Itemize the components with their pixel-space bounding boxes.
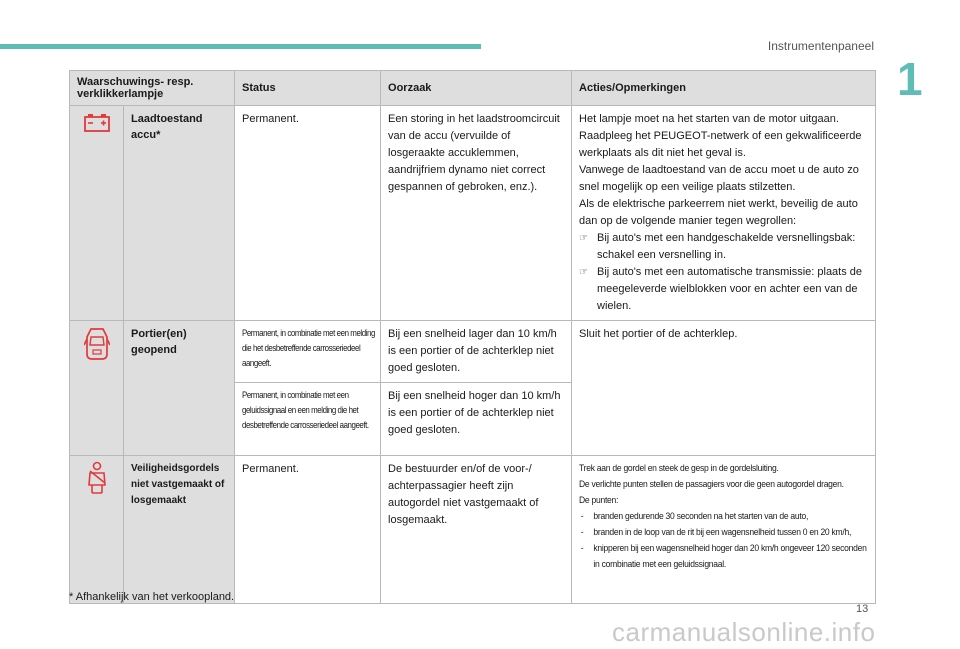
status-cell [235,383,381,456]
table-row [70,321,876,383]
action-paragraph: Vanwege de laadtoestand van de accu moet u de auto zo snel mogelijk op een veilige plaats stilzetten. [579,164,859,193]
status-text: Permanent. [235,456,381,604]
col-header-cause: Oorzaak [381,71,572,106]
cause-text: De bestuurder en/of de voor-/ achterpassagier heeft zijn autogordel niet vastgemaakt of losgemaakt. [381,456,572,604]
actions-content [579,461,867,573]
light-name: Laadtoestand accu* [124,106,235,321]
list-item: - knipperen bij een wagensnelheid hoger dan 20 km/h ongeveer 120 seconden in combinatie met een geluidssignaal. [579,541,867,573]
warning-lights-table [69,70,876,604]
list-item: - branden gedurende 30 seconden na het starten van de auto, [579,509,867,525]
action-text: Sluit het portier of de achterklep. [572,321,876,456]
footnote: * Afhankelijk van het verkoopland. [69,591,235,603]
page-number: 13 [856,603,869,615]
table-header-row [70,71,876,106]
cause-text: Bij een snelheid hoger dan 10 km/h is een portier of de achterklep niet goed gesloten. [381,383,572,456]
table-row [70,106,876,321]
action-paragraph: Trek aan de gordel en steek de gesp in de gordelsluiting. [579,463,779,474]
col-header-actions: Acties/Opmerkingen [572,71,876,106]
actions-cell [572,456,876,604]
section-title: Instrumentenpaneel [767,39,874,53]
icon-cell [70,456,124,604]
cause-text: Bij een snelheid lager dan 10 km/h is een portier of de achterklep niet goed gesloten. [381,321,572,383]
status-cell [235,321,381,383]
status-text: Permanent, in combinatie met een geluidssignaal en een melding die het desbetreffende carrosseriedeel aangeeft. [242,390,369,430]
door-open-icon [84,349,110,366]
list-item: - branden in de loop van de rit bij een wagensnelheid tussen 0 en 20 km/h, [579,525,867,541]
action-list [579,230,868,315]
light-name: Portier(en) geopend [124,321,235,456]
action-list [579,509,867,573]
action-paragraph: Het lampje moet na het starten van de motor uitgaan. [579,113,839,125]
action-paragraph: De punten: [579,495,619,506]
actions-cell [572,106,876,321]
cause-text: Een storing in het laadstroomcircuit van de accu (vervuilde of losgeraakte accuklemmen, aandrijfriem dynamo niet correct gespannen of gebroken, enz.). [381,106,572,321]
watermark-text: carmanualsonline.info [612,617,876,647]
icon-cell [70,106,124,321]
col-header-status: Status [235,71,381,106]
seatbelt-icon [85,482,109,499]
battery-warning-icon [82,120,112,137]
status-text: Permanent, in combinatie met een melding die het desbetreffende carrosseriedeel aangeeft. [242,328,375,368]
action-paragraph: Als de elektrische parkeerrem niet werkt, beveilig de auto dan op de volgende manier tegen wegrollen: [579,198,858,227]
chapter-number: 1 [897,53,923,105]
light-name: Veiligheidsgordels niet vastgemaakt of losgemaakt [124,456,235,604]
action-paragraph: Raadpleeg het PEUGEOT-netwerk of een gekwalificeerde werkplaats als dit niet het geval is. [579,130,862,159]
action-paragraph: De verlichte punten stellen de passagiers voor die geen autogordel dragen. [579,479,844,490]
header-accent-bar [0,44,481,49]
status-text: Permanent. [235,106,381,321]
icon-cell [70,321,124,456]
list-item: ☞ Bij auto's met een automatische transmissie: plaats de meegeleverde wielblokken voor en achter een van de wielen. [579,264,868,315]
table-row [70,456,876,604]
col-header-light: Waarschuwings- resp. verklikkerlampje [70,71,235,106]
list-item: ☞ Bij auto's met een handgeschakelde versnellingsbak: schakel een versnelling in. [579,230,868,264]
